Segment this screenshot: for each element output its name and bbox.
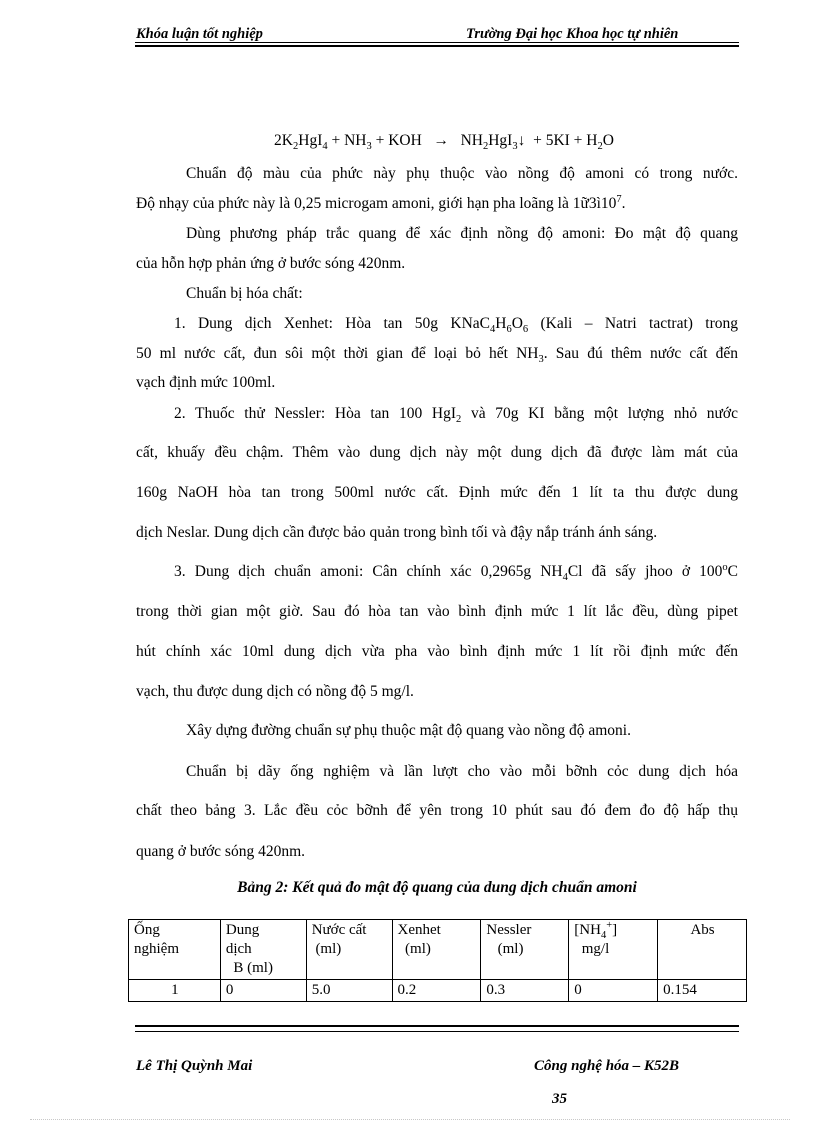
body-line: hút chính xác 10ml dung dịch vừa pha vào bình định mức 1 lít rồi định mức đến xyxy=(136,643,738,660)
body-line: 50 ml nước cất, đun sôi một thời gian để loại bỏ hết $NH_3$. Sau đú thêm nước cất đến xyxy=(136,345,738,366)
header-right: Trường Đại học Khoa học tự nhiên xyxy=(466,26,679,42)
body-line: vạch định mức 100ml. xyxy=(136,374,276,391)
table-cell: 1 xyxy=(129,980,221,1002)
body-line: 3. Dung dịch chuẩn amoni: Cân chính xác 0,2965g $NH_4Cl$ đã sấy jhoo ở 100$^o$C xyxy=(174,561,738,584)
table-cell: 0 xyxy=(220,980,306,1002)
table-row xyxy=(129,980,747,1002)
body-line: chất theo bảng 3. Lắc đều cỏc bỡnh để yên trong 10 phút sau đó đem đo độ hấp thụ xyxy=(136,802,738,819)
column-header-xenhet: Xenhet (ml) xyxy=(392,920,481,980)
footer-rule-thin xyxy=(135,1031,739,1032)
column-header-abs: Abs xyxy=(658,920,747,980)
header-rule-thin xyxy=(135,42,739,43)
body-line: Dùng phương pháp trắc quang để xác định nồng độ amoni: Đo mật độ quang xyxy=(186,225,738,242)
table-cell: 0.2 xyxy=(392,980,481,1002)
footer-author: Lê Thị Quỳnh Mai xyxy=(136,1058,253,1074)
body-line: của hỗn hợp phản ứng ở bước sóng 420nm. xyxy=(136,255,406,272)
table-cell: 0 xyxy=(569,980,658,1002)
column-header-tube: Ống nghiệm xyxy=(129,920,221,980)
column-header-solution-b: Dung dịch B (ml) xyxy=(220,920,306,980)
body-line: Chuẩn bị hóa chất: xyxy=(186,285,303,302)
body-line: 2. Thuốc thử Nessler: Hòa tan 100 HgI$_2$ và 70g KI bằng một lượng nhỏ nước xyxy=(174,405,738,426)
body-line: cất, khuấy đều chậm. Thêm vào dung dịch này một dung dịch đã được làm mát của xyxy=(136,444,738,461)
body-line: trong thời gian một giờ. Sau đó hòa tan vào bình định mức 1 lít lắc đều, dùng pipet xyxy=(136,603,738,620)
footer-class: Công nghệ hóa – K52B xyxy=(534,1058,680,1074)
table-cell: 5.0 xyxy=(306,980,392,1002)
header-rule-thick xyxy=(135,45,739,47)
table-caption: Bảng 2: Kết quả đo mật độ quang của dung dịch chuẩn amoni xyxy=(237,879,637,896)
body-line: vạch, thu được dung dịch có nồng độ 5 mg/l. xyxy=(136,683,414,700)
body-line: Xây dựng đường chuẩn sự phụ thuộc mật độ quang vào nồng độ amoni. xyxy=(186,722,631,739)
table-cell: 0.154 xyxy=(658,980,747,1002)
page-number: 35 xyxy=(552,1091,567,1107)
column-header-distilled-water: Nước cất (ml) xyxy=(306,920,392,980)
data-table xyxy=(128,919,747,1002)
table-header-row xyxy=(129,920,747,980)
body-line: Độ nhạy của phức này là 0,25 microgam amoni, giới hạn pha loãng là $1ữ3ì10^7$. xyxy=(136,193,626,212)
footer-rule-thick xyxy=(135,1025,739,1027)
body-line: 160g NaOH hòa tan trong 500ml nước cất. Định mức đến 1 lít ta thu được dung xyxy=(136,484,738,501)
reaction-equation: $2K_2HgI_4 + NH_3$ + KOH → $NH_2HgI_3↓ + 5KI + H_2O$ xyxy=(274,132,614,153)
body-line: dịch Neslar. Dung dịch cần được bảo quản trong bình tối và đậy nắp tránh ánh sáng. xyxy=(136,524,658,541)
body-line: quang ở bước sóng 420nm. xyxy=(136,843,306,860)
header-left: Khóa luận tốt nghiệp xyxy=(136,26,263,42)
body-line: 1. Dung dịch Xenhet: Hòa tan 50g $KNaC_4H_6O_6$ (Kali – Natri tactrat) trong xyxy=(174,315,739,336)
body-line: Chuẩn bị dãy ống nghiệm và lần lượt cho vào mỗi bỡnh cỏc dung dịch hóa xyxy=(186,763,738,780)
table-cell: 0.3 xyxy=(481,980,569,1002)
column-header-ammonium-concentration: $[NH_4^+]$ mg/l xyxy=(569,920,658,980)
column-header-nessler: Nessler (ml) xyxy=(481,920,569,980)
body-line: Chuẩn độ màu của phức này phụ thuộc vào nồng độ amoni có trong nước. xyxy=(186,165,738,182)
page-bottom-divider xyxy=(30,1119,790,1120)
